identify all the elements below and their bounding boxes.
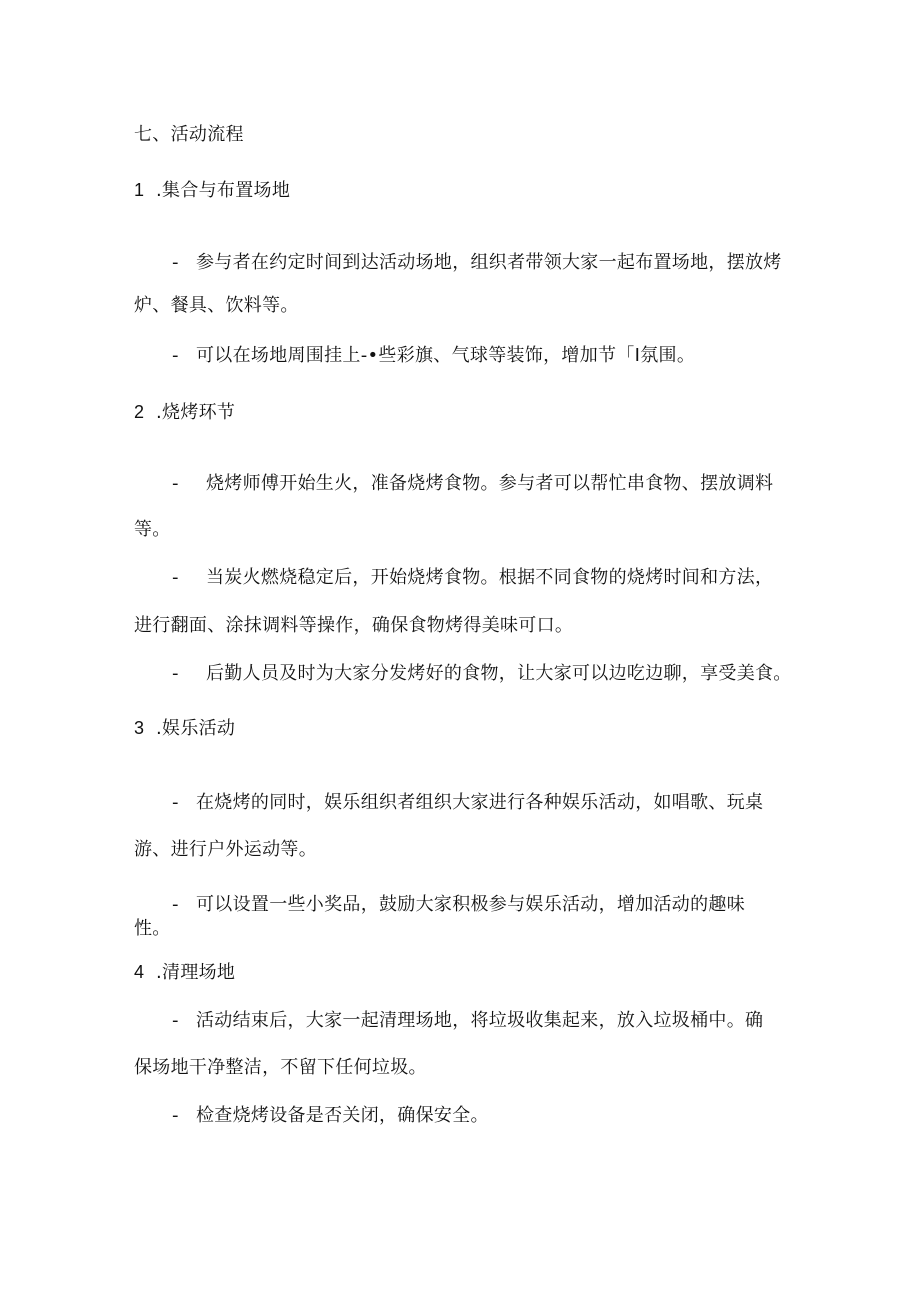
paragraph-text: 当炭火燃烧稳定后，开始烧烤食物。根据不同食物的烧烤时间和方法， — [206, 567, 774, 588]
paragraph-line: 等。 — [134, 519, 171, 540]
paragraph-line — [172, 472, 773, 496]
list-dash: - — [172, 792, 179, 813]
paragraph-text: 参与者在约定时间到达活动场地，组织者带领大家一起布置场地，摆放烤 — [196, 252, 782, 273]
paragraph-text: 活动结束后，大家一起清理场地，将垃圾收集起来，放入垃圾桶中。确 — [196, 1010, 764, 1031]
step-title: .娱乐活动 — [156, 718, 236, 739]
paragraph-line: 保场地干净整洁，不留下任何垃圾。 — [134, 1057, 427, 1078]
list-dash: - — [172, 252, 179, 273]
paragraph-line: 性。 — [134, 918, 171, 939]
step-heading — [134, 400, 235, 425]
list-dash: - — [172, 894, 179, 915]
list-dash: - — [172, 345, 179, 366]
paragraph-line — [172, 791, 763, 815]
paragraph-line: 进行翻面、涂抹调料等操作，确保食物烤得美味可口。 — [134, 615, 574, 636]
paragraph-line: 游、进行户外运动等。 — [134, 839, 317, 860]
paragraph-line — [172, 566, 773, 590]
step-number: 3 — [134, 718, 145, 738]
list-dash: - — [172, 1105, 179, 1126]
paragraph-text: 烧烤师傅开始生火，准备烧烤食物。参与者可以帮忙串食物、摆放调料 — [206, 473, 774, 494]
section-title: 七、活动流程 — [134, 124, 244, 145]
step-heading — [134, 716, 235, 741]
step-heading — [134, 960, 235, 985]
step-heading — [134, 178, 290, 203]
paragraph-line — [172, 1009, 763, 1033]
paragraph-text: 检查烧烤设备是否关闭，确保安全。 — [196, 1105, 489, 1126]
list-dash: - — [172, 567, 179, 588]
step-number: 4 — [134, 962, 145, 982]
list-dash: - — [172, 1010, 179, 1031]
step-title: .清理场地 — [156, 962, 236, 983]
paragraph-line — [172, 1104, 489, 1128]
paragraph-text: 后勤人员及时为大家分发烤好的食物，让大家可以边吃边聊，享受美食。 — [206, 663, 792, 684]
step-number: 1 — [134, 180, 145, 200]
paragraph-line — [172, 893, 745, 917]
paragraph-line — [172, 662, 792, 686]
paragraph-text: 可以在场地周围挂上-•些彩旗、气球等装饰，增加节「I氛围。 — [196, 345, 696, 366]
paragraph-text: 可以设置一些小奖品，鼓励大家积极参与娱乐活动，增加活动的趣味 — [196, 894, 745, 915]
list-dash: - — [172, 473, 179, 494]
step-title: .烧烤环节 — [156, 402, 236, 423]
paragraph-line — [172, 251, 782, 275]
paragraph-text: 在烧烤的同时，娱乐组织者组织大家进行各种娱乐活动，如唱歌、玩桌 — [196, 792, 764, 813]
paragraph-line — [172, 344, 695, 368]
step-title: .集合与布置场地 — [156, 180, 291, 201]
paragraph-line: 炉、餐具、饮料等。 — [134, 295, 299, 316]
step-number: 2 — [134, 402, 145, 422]
list-dash: - — [172, 663, 179, 684]
